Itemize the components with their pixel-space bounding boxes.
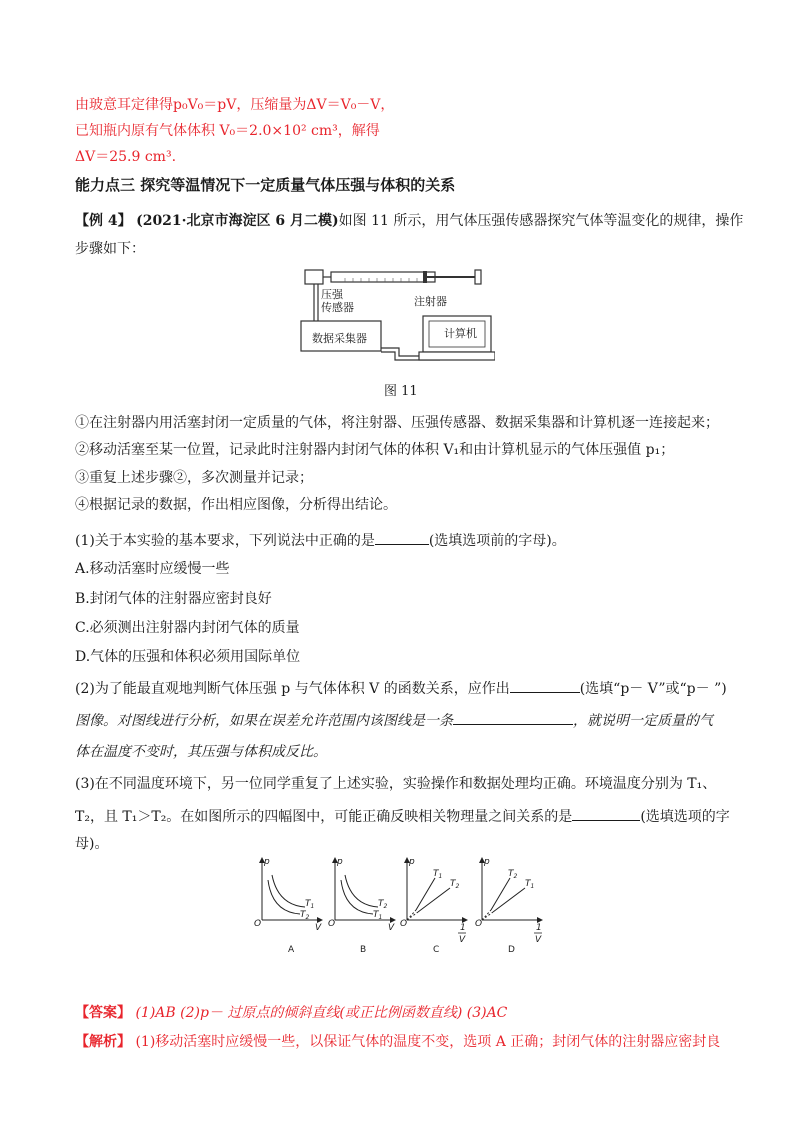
question-2-line-2 (75, 710, 713, 731)
question-2-line-1 (75, 678, 727, 699)
q1-blank[interactable] (375, 530, 429, 545)
graph-c-one: 1 (460, 923, 466, 933)
graph-c-p: p (409, 857, 415, 867)
question-3-line-3: 母)。 (75, 836, 109, 852)
question-2-line-3: 体在温度不变时，其压强与体积成反比。 (75, 744, 327, 760)
graph-a-v: V (315, 923, 322, 933)
syringe-label: 注射器 (414, 295, 447, 308)
graph-d-t1: $T_1$ (525, 879, 535, 890)
syringe-barrel (331, 272, 435, 282)
q2-text-b: (选填“p－ V”或“p－ ”) (579, 681, 727, 697)
example-line-1 (75, 211, 743, 231)
example-text: 如图 11 所示，用气体压强传感器探究气体等温变化的规律，操作 (338, 213, 744, 229)
sensor-label-1: 压强 (321, 288, 343, 301)
sensor-label-2: 传感器 (321, 301, 354, 314)
graph-d-t2: $T_2$ (508, 869, 518, 880)
example-source: (2021·北京市海淀区 6 月二模) (136, 213, 339, 229)
question-3-line-1: (3)在不同温度环境下，另一位同学重复了上述实验，实验操作和数据处理均正确。环境温度分别为 T₁、 (75, 776, 717, 792)
q2-text-a: (2)为了能最直观地判断气体压强 p 与气体体积 V 的函数关系，应作出 (75, 681, 510, 697)
computer-label: 计算机 (444, 327, 477, 340)
intro-line-2: 已知瓶内原有气体体积 V₀＝2.0×10² cm³，解得 (75, 123, 380, 139)
graph-d-one: 1 (536, 923, 542, 933)
step-4: ④根据记录的数据，作出相应图像，分析得出结论。 (75, 497, 397, 513)
graph-b-t2: $T_2$ (378, 899, 388, 910)
example-tag: 【例 4】 (75, 213, 132, 229)
graph-label-a: A (288, 945, 295, 955)
syringe-plunger-handle (475, 270, 481, 284)
graph-c-t1: $T_1$ (433, 869, 443, 880)
analysis-tag: 【解析】 (75, 1034, 131, 1050)
q2-blank-1[interactable] (510, 678, 580, 693)
q2-text-c: 图像。对图线进行分析，如果在误差允许范围内该图线是一条 (75, 713, 453, 729)
graph-c-t2: $T_2$ (450, 879, 460, 890)
graph-b-p: p (337, 857, 343, 867)
q2-text-d: ，就说明一定质量的气 (573, 713, 713, 729)
graph-a-p: p (264, 857, 270, 867)
graph-a-t1: $T_1$ (305, 899, 315, 910)
graph-a-origin: O (254, 919, 262, 929)
intro-line-1: 由玻意耳定律得p₀V₀＝pV，压缩量为ΔV＝V₀－V， (75, 97, 395, 113)
analysis-text: (1)移动活塞时应缓慢一些，以保证气体的温度不变，选项 A 正确；封闭气体的注射器应密封良 (131, 1034, 721, 1050)
answer-tag: 【答案】 (75, 1005, 131, 1021)
q1-stem: (1)关于本实验的基本要求，下列说法中正确的是 (75, 533, 375, 549)
q3-text-c: (选填选项的字 (640, 809, 730, 825)
graph-label-b: B (360, 945, 367, 955)
collector-label: 数据采集器 (312, 332, 367, 345)
q1-option-d: D.气体的压强和体积必须用国际单位 (75, 649, 301, 665)
graph-b-origin: O (328, 919, 336, 929)
graph-b (328, 857, 395, 955)
q1-option-b: B.封闭气体的注射器应密封良好 (75, 591, 272, 607)
q2-blank-2[interactable] (453, 710, 573, 725)
sensor-label (321, 288, 354, 314)
graph-c (400, 857, 466, 955)
graph-b-v: V (388, 923, 395, 933)
q3-text-b: T₂，且 T₁＞T₂。在如图所示的四幅图中，可能正确反映相关物理量之间关系的是 (75, 809, 573, 825)
graph-c-origin: O (400, 919, 408, 929)
answer-line (75, 1003, 507, 1023)
figure-11-apparatus (295, 266, 495, 366)
example-line-2: 步骤如下： (75, 241, 145, 257)
q1-option-c: C.必须测出注射器内封闭气体的质量 (75, 620, 300, 636)
analysis-line (75, 1032, 720, 1052)
graphs-abcd (250, 850, 560, 960)
q3-blank[interactable] (572, 806, 640, 821)
figure-caption: 图 11 (384, 384, 418, 399)
graph-d-origin: O (475, 919, 483, 929)
graph-d-p: p (484, 857, 490, 867)
q1-option-a: A.移动活塞时应缓慢一些 (75, 561, 230, 577)
step-3: ③重复上述步骤②，多次测量并记录； (75, 470, 313, 486)
graph-d (475, 857, 542, 955)
question-3-line-2 (75, 806, 730, 827)
q1-stem-end: (选填选项前的字母)。 (428, 533, 566, 549)
step-1: ①在注射器内用活塞封闭一定质量的气体，将注射器、压强传感器、数据采集器和计算机逐一连接起来； (75, 415, 719, 431)
graph-label-c: C (433, 945, 440, 955)
graph-a-t2: $T_2$ (300, 910, 310, 921)
section-title: 能力点三 探究等温情况下一定质量气体压强与体积的关系 (75, 176, 456, 194)
pressure-sensor-box (305, 270, 323, 284)
graph-d-v: V (535, 935, 542, 945)
step-2: ②移动活塞至某一位置，记录此时注射器内封闭气体的体积 V₁和由计算机显示的气体压强值 p₁； (75, 442, 675, 458)
answer-text: (1)AB (2)p－ 过原点的倾斜直线(或正比例函数直线) (3)AC (131, 1005, 508, 1021)
graph-a (254, 857, 322, 955)
graph-b-t1: $T_1$ (373, 910, 383, 921)
graph-label-d: D (508, 945, 515, 955)
graph-c-v: V (459, 935, 466, 945)
intro-line-3: ΔV＝25.9 cm³. (75, 149, 177, 165)
question-1 (75, 530, 566, 551)
